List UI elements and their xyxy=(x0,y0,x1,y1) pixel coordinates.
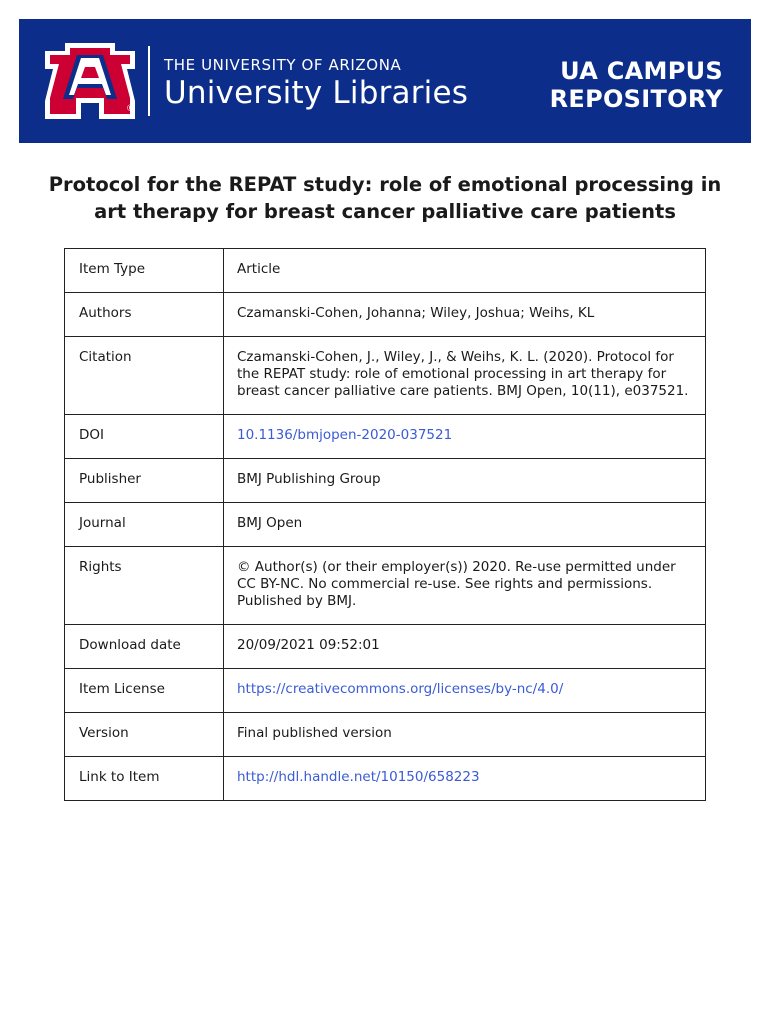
row-label-citation: Citation xyxy=(65,337,224,415)
row-label-link-to-item: Link to Item xyxy=(65,757,224,801)
row-value-link-to-item-cell xyxy=(224,757,706,801)
row-label-download-date: Download date xyxy=(65,625,224,669)
registered-mark: ® xyxy=(126,104,135,114)
table-row xyxy=(65,459,706,503)
table-row xyxy=(65,293,706,337)
doi-link[interactable]: 10.1136/bmjopen-2020-037521 xyxy=(237,427,453,443)
repository-label xyxy=(543,57,723,113)
table-row xyxy=(65,757,706,801)
row-label-doi: DOI xyxy=(65,415,224,459)
university-of-arizona-a-logo xyxy=(43,41,137,121)
repository-label-line2: REPOSITORY xyxy=(549,85,723,113)
row-label-item-type: Item Type xyxy=(65,249,224,293)
row-value-version: Final published version xyxy=(224,713,706,757)
row-label-item-license: Item License xyxy=(65,669,224,713)
table-row xyxy=(65,249,706,293)
table-row xyxy=(65,669,706,713)
row-label-publisher: Publisher xyxy=(65,459,224,503)
row-value-authors: Czamanski-Cohen, Johanna; Wiley, Joshua; Weihs, KL xyxy=(224,293,706,337)
university-name: THE UNIVERSITY OF ARIZONA xyxy=(164,56,402,74)
row-value-citation: Czamanski-Cohen, J., Wiley, J., & Weihs, K. L. (2020). Protocol for the REPAT study: role of emotional processing in art therapy for breast cancer palliative care patients. BMJ Open, 10(11), e037521. xyxy=(224,337,706,415)
document-title: Protocol for the REPAT study: role of emotional processing in art therapy for breast cancer palliative care patients xyxy=(48,173,722,223)
link-to-item-link[interactable]: http://hdl.handle.net/10150/658223 xyxy=(237,769,480,785)
row-label-rights: Rights xyxy=(65,547,224,625)
table-row xyxy=(65,547,706,625)
table-row xyxy=(65,415,706,459)
banner-divider xyxy=(148,46,150,116)
row-label-authors: Authors xyxy=(65,293,224,337)
row-value-download-date: 20/09/2021 09:52:01 xyxy=(224,625,706,669)
row-value-rights: © Author(s) (or their employer(s)) 2020. Re-use permitted under CC BY-NC. No commercial re-use. See rights and permissions. Published by BMJ. xyxy=(224,547,706,625)
library-name: University Libraries xyxy=(164,75,469,111)
repository-label-line1: UA CAMPUS xyxy=(560,57,723,85)
row-label-journal: Journal xyxy=(65,503,224,547)
row-value-item-license-cell xyxy=(224,669,706,713)
row-value-journal: BMJ Open xyxy=(224,503,706,547)
row-value-doi-cell xyxy=(224,415,706,459)
row-value-publisher: BMJ Publishing Group xyxy=(224,459,706,503)
item-license-link[interactable]: https://creativecommons.org/licenses/by-nc/4.0/ xyxy=(237,681,564,697)
table-row xyxy=(65,503,706,547)
metadata-table xyxy=(64,248,706,801)
row-value-item-type: Article xyxy=(224,249,706,293)
table-row xyxy=(65,713,706,757)
row-label-version: Version xyxy=(65,713,224,757)
header-banner xyxy=(19,19,751,143)
table-row xyxy=(65,625,706,669)
table-row xyxy=(65,337,706,415)
